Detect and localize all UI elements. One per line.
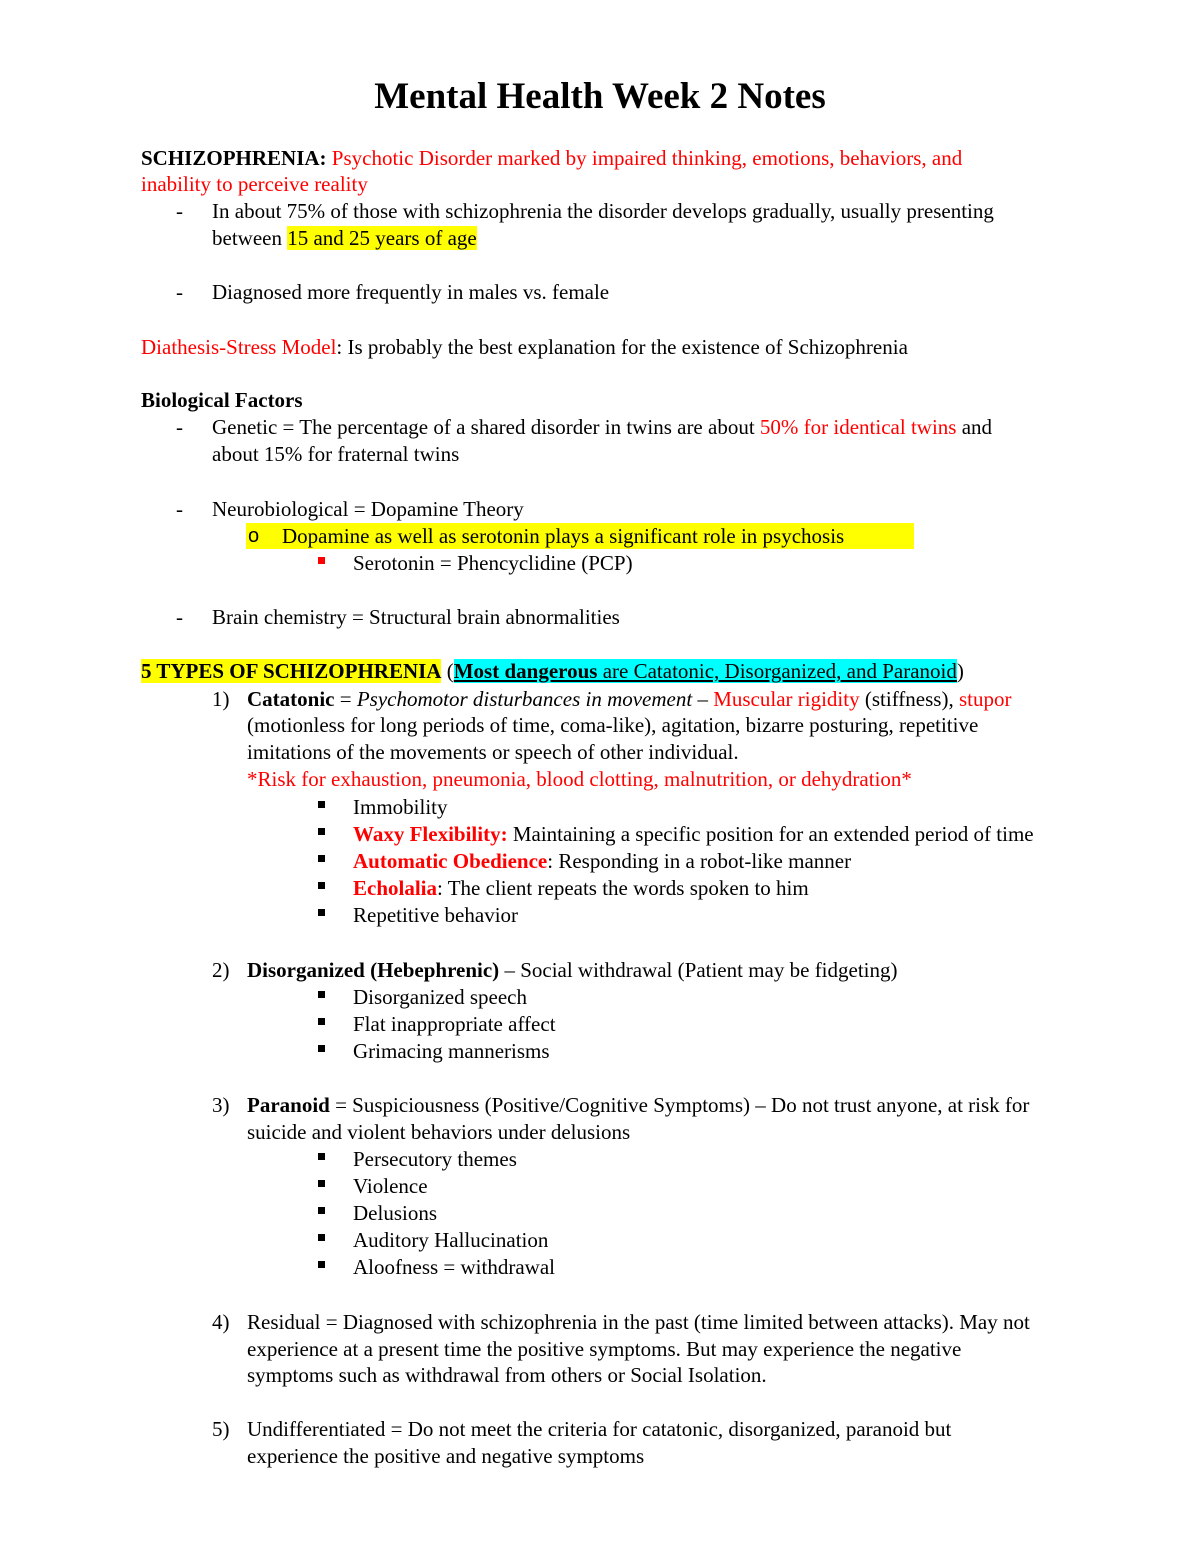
genetic-identical: 50% for identical twins — [759, 415, 957, 439]
paranoid-rest: = Suspiciousness (Positive/Cognitive Symptoms) – Do not trust anyone, at risk for — [329, 1093, 1030, 1117]
square-bullet-icon — [318, 1018, 325, 1025]
stiffness-text: (stiffness), — [859, 687, 959, 711]
square-bullet-icon — [318, 1207, 325, 1214]
catatonic-line1 — [247, 686, 1011, 713]
dash-marker: - — [176, 199, 183, 223]
page-title: Mental Health Week 2 Notes — [374, 76, 826, 117]
residual-line3: symptoms such as withdrawal from others or Social Isolation. — [247, 1363, 767, 1387]
schizophrenia-heading: SCHIZOPHRENIA: — [141, 146, 327, 170]
onset-age-highlight: 15 and 25 years of age — [287, 226, 477, 250]
square-bullet-icon — [318, 1234, 325, 1241]
onset-between: between — [212, 226, 282, 250]
stupor: stupor — [958, 687, 1012, 711]
disorganized-rest: – Social withdrawal (Patient may be fidgeting) — [499, 958, 898, 982]
most-dangerous-highlight — [454, 659, 957, 683]
catatonic-line2: (motionless for long periods of time, coma-like), agitation, bizarre posturing, repetitive — [247, 713, 979, 737]
auditory-hallucination: Auditory Hallucination — [353, 1228, 549, 1252]
dash-marker: - — [176, 605, 183, 629]
catatonic-risk: *Risk for exhaustion, pneumonia, blood clotting, malnutrition, or dehydration* — [247, 767, 912, 791]
catatonic-immobility: Immobility — [353, 795, 448, 819]
onset-line2 — [212, 225, 477, 252]
square-bullet-icon — [318, 1180, 325, 1187]
square-bullet-icon — [318, 909, 325, 916]
dash-marker: - — [176, 280, 183, 304]
genetic-line1 — [212, 414, 992, 441]
list-number: 4) — [212, 1310, 230, 1334]
most-dangerous-rest: are Catatonic, Disorganized, and Paranoid — [597, 659, 957, 683]
obedience-label: Automatic Obedience — [353, 849, 548, 873]
square-bullet-icon — [318, 1045, 325, 1052]
catatonic-name: Catatonic — [247, 687, 335, 711]
square-bullet-icon — [318, 882, 325, 889]
types-heading: 5 TYPES OF SCHIZOPHRENIA — [141, 659, 442, 683]
paranoid-name: Paranoid — [247, 1093, 330, 1117]
en-dash: – — [692, 687, 714, 711]
types-heading-line — [141, 658, 964, 685]
diathesis-line — [141, 334, 908, 361]
echolalia-label: Echolalia — [353, 876, 438, 900]
catatonic-obedience — [353, 848, 851, 875]
list-number: 5) — [212, 1417, 230, 1441]
schizophrenia-def-line2: inability to perceive reality — [141, 172, 368, 196]
undifferentiated-line2: experience the positive and negative symptoms — [247, 1444, 645, 1468]
genetic-line2: about 15% for fraternal twins — [212, 442, 460, 466]
paren-open: ( — [446, 659, 454, 683]
catatonic-repetitive: Repetitive behavior — [353, 903, 519, 927]
muscular-rigidity: Muscular rigidity — [713, 687, 860, 711]
undifferentiated-line1: Undifferentiated = Do not meet the criteria for catatonic, disorganized, paranoid but — [247, 1417, 952, 1441]
onset-line1: In about 75% of those with schizophrenia the disorder develops gradually, usually presenting — [212, 199, 994, 223]
disorganized-speech: Disorganized speech — [353, 985, 527, 1009]
paranoid-line2: suicide and violent behaviors under delusions — [247, 1120, 631, 1144]
obedience-text: : Responding in a robot-like manner — [547, 849, 852, 873]
schizophrenia-def-line1: Psychotic Disorder marked by impaired thinking, emotions, behaviors, and — [331, 146, 963, 170]
catatonic-italic: Psychomotor disturbances in movement — [356, 687, 693, 711]
echolalia-text: : The client repeats the words spoken to him — [437, 876, 809, 900]
delusions: Delusions — [353, 1201, 437, 1225]
brain-chemistry-line: Brain chemistry = Structural brain abnormalities — [212, 605, 620, 629]
aloofness: Aloofness = withdrawal — [353, 1255, 555, 1279]
diathesis-label: Diathesis-Stress Model — [141, 335, 337, 359]
square-bullet-icon — [318, 828, 325, 835]
biological-heading: Biological Factors — [141, 388, 303, 412]
catatonic-waxy — [353, 821, 1034, 848]
square-bullet-icon — [318, 855, 325, 862]
list-number: 1) — [212, 687, 230, 711]
violence: Violence — [353, 1174, 428, 1198]
list-number: 3) — [212, 1093, 230, 1117]
serotonin-pcp-line: Serotonin = Phencyclidine (PCP) — [353, 551, 633, 575]
dopamine-serotonin-line: Dopamine as well as serotonin plays a significant role in psychosis — [282, 524, 845, 548]
disorganized-name: Disorganized (Hebephrenic) — [247, 958, 500, 982]
genetic-post: and — [961, 415, 993, 439]
circle-bullet-marker: o — [248, 525, 260, 547]
most-dangerous: Most dangerous — [453, 659, 598, 683]
waxy-label: Waxy Flexibility: — [353, 822, 508, 846]
paranoid-line1 — [247, 1092, 1029, 1119]
waxy-text: Maintaining a specific position for an extended period of time — [507, 822, 1034, 846]
square-bullet-icon — [318, 801, 325, 808]
diagnosis-gender-line: Diagnosed more frequently in males vs. female — [212, 280, 610, 304]
dash-marker: - — [176, 497, 183, 521]
square-bullet-icon — [318, 1153, 325, 1160]
flat-affect: Flat inappropriate affect — [353, 1012, 556, 1036]
grimacing: Grimacing mannerisms — [353, 1039, 550, 1063]
diathesis-text: : Is probably the best explanation for the existence of Schizophrenia — [336, 335, 908, 359]
square-bullet-icon — [318, 1261, 325, 1268]
catatonic-echolalia — [353, 875, 809, 902]
disorganized-line1 — [247, 957, 898, 984]
dash-marker: - — [176, 415, 183, 439]
equals-sign: = — [334, 687, 357, 711]
square-bullet-icon — [318, 991, 325, 998]
paren-close: ) — [956, 659, 964, 683]
catatonic-line3: imitations of the movements or speech of other individual. — [247, 740, 739, 764]
residual-line2: experience at a present time the positive symptoms. But may experience the negative — [247, 1337, 962, 1361]
square-bullet-icon — [318, 557, 325, 564]
persecutory-themes: Persecutory themes — [353, 1147, 517, 1171]
list-number: 2) — [212, 958, 230, 982]
genetic-pre: Genetic = The percentage of a shared disorder in twins are about — [212, 415, 755, 439]
schizophrenia-definition — [141, 145, 962, 172]
neurobiological-line: Neurobiological = Dopamine Theory — [212, 497, 524, 521]
residual-line1: Residual = Diagnosed with schizophrenia in the past (time limited between attacks). May not — [247, 1310, 1030, 1334]
